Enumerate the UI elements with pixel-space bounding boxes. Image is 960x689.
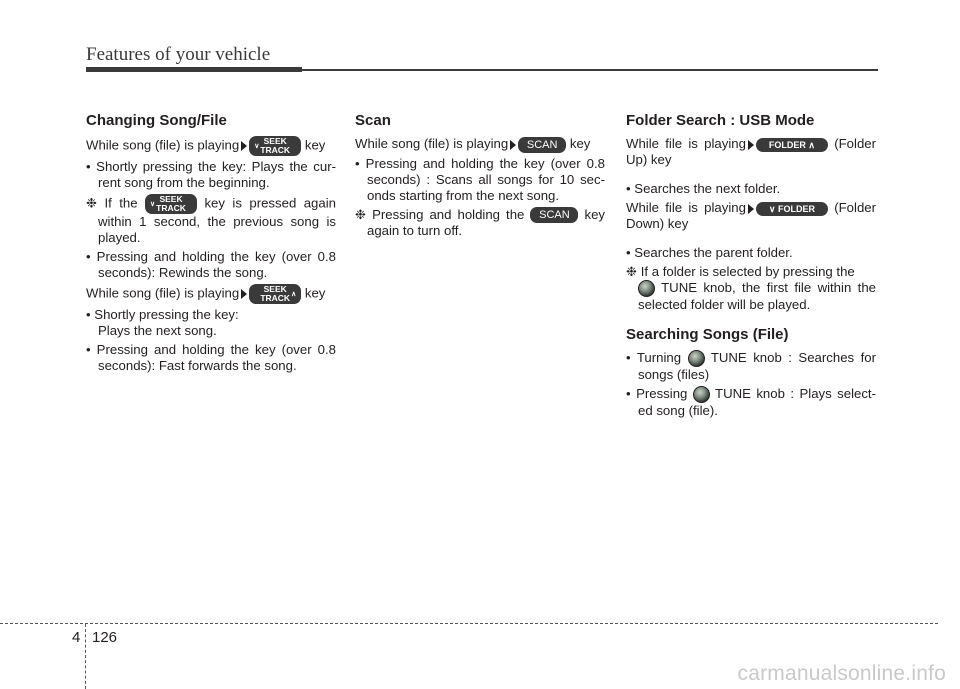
- section-heading-folder-search: Folder Search : USB Mode: [626, 112, 815, 129]
- paragraph: [86, 136, 336, 156]
- note-glyph-icon: ❉: [355, 206, 373, 222]
- section-heading-changing-song: Changing Song/File: [86, 112, 227, 129]
- text: While song (file) is playing: [86, 137, 240, 153]
- text: TUNE knob : Plays select- ed song (file).: [638, 386, 876, 419]
- list-item: [355, 156, 605, 204]
- text: Pressing and holding the key (over 0.8 seconds): Rewinds the song.: [96, 249, 337, 280]
- bullet-glyph: •: [86, 249, 97, 264]
- bullet-glyph: •: [626, 245, 635, 260]
- header-rule-thin: [302, 69, 878, 71]
- bullet-glyph: •: [355, 155, 366, 171]
- tune-knob-icon: [688, 350, 705, 367]
- text: key: [566, 136, 591, 151]
- text: Searches the parent folder.: [634, 245, 793, 260]
- text: key is pressed again within 1 second, the previous song is played.: [98, 195, 336, 245]
- section-heading-scan: Scan: [355, 112, 391, 129]
- chapter-number: 4: [72, 629, 81, 646]
- list-item: [626, 181, 876, 197]
- column-folder-search: [626, 112, 876, 422]
- bullet-glyph: •: [626, 386, 637, 402]
- text: Turning: [636, 350, 682, 366]
- paragraph: [86, 284, 336, 304]
- bullet-glyph: •: [86, 307, 95, 322]
- key-label: SEEK: [159, 194, 183, 204]
- text: key: [301, 137, 326, 153]
- spacer: [626, 316, 876, 326]
- chevron-up-icon: ∧: [808, 139, 816, 150]
- paragraph: [626, 136, 876, 168]
- tune-knob-icon: [693, 386, 710, 403]
- folder-down-key-icon: [756, 202, 828, 216]
- chevron-down-icon: ∨: [150, 201, 156, 208]
- spacer: [626, 171, 876, 181]
- section-heading-searching-songs: Searching Songs (File): [626, 326, 789, 344]
- key-label: TRACK: [260, 145, 291, 155]
- seek-track-down-key-icon: [249, 136, 301, 156]
- chevron-up-icon: ∧: [291, 291, 297, 298]
- note-glyph-icon: ❉: [86, 195, 105, 211]
- text: TUNE knob : Searches for songs (files): [638, 350, 876, 383]
- bullet-glyph: •: [626, 181, 635, 196]
- key-label: TRACK: [156, 203, 186, 213]
- bullet-glyph: •: [86, 159, 97, 174]
- list-item: [626, 350, 876, 383]
- text: If the: [104, 195, 138, 211]
- note-item: [86, 194, 336, 246]
- chevron-down-icon: ∨: [768, 203, 776, 214]
- paragraph: [355, 136, 605, 153]
- text: If a folder is selected by pressing the: [640, 264, 855, 279]
- list-item: [86, 159, 336, 191]
- scan-key-icon: SCAN: [530, 207, 578, 223]
- text: Pressing and holding the: [372, 206, 525, 222]
- column-changing-song: [86, 112, 336, 377]
- key-label: TRACK: [260, 293, 291, 303]
- header-rule-thick: [86, 67, 302, 72]
- chevron-down-icon: ∨: [254, 143, 260, 150]
- note-item: [626, 264, 876, 313]
- text: (Folder Up) key: [626, 136, 877, 167]
- key-label: SEEK: [263, 136, 287, 146]
- key-label: FOLDER: [778, 203, 816, 214]
- list-item: [86, 342, 336, 374]
- spacer: [626, 235, 876, 245]
- text: While file is playing: [626, 200, 746, 215]
- play-arrow-icon: [748, 204, 754, 214]
- paragraph: [626, 200, 876, 232]
- play-arrow-icon: [241, 141, 247, 151]
- list-item: [626, 245, 876, 261]
- tune-knob-icon: [638, 280, 655, 297]
- text: Pressing and holding the key (over 0.8 seconds) : Scans all songs for 10 sec- onds starting from the next song.: [365, 155, 606, 203]
- footer-divider: [0, 623, 938, 624]
- text: (Folder Down) key: [626, 200, 877, 231]
- list-item: [86, 307, 336, 339]
- play-arrow-icon: [748, 140, 754, 150]
- bullet-glyph: •: [86, 342, 97, 357]
- play-arrow-icon: [241, 289, 247, 299]
- footer-vertical-divider: [85, 624, 86, 689]
- play-arrow-icon: [510, 140, 516, 150]
- key-label: SEEK: [263, 284, 287, 294]
- text: Pressing: [636, 386, 688, 402]
- text: key: [301, 285, 326, 301]
- folder-up-key-icon: [756, 138, 828, 152]
- bullet-glyph: •: [626, 350, 637, 366]
- text: While song (file) is playing: [355, 136, 509, 151]
- text: TUNE knob, the first file within the selected folder will be played.: [638, 280, 876, 313]
- note-item: [355, 207, 605, 240]
- seek-track-up-key-icon: [249, 284, 301, 304]
- scan-key-icon: SCAN: [518, 137, 566, 153]
- text: key again to turn off.: [367, 206, 605, 239]
- key-label: FOLDER: [768, 139, 806, 150]
- note-glyph-icon: ❉: [626, 264, 641, 279]
- list-item: [626, 386, 876, 419]
- text: Pressing and holding the key (over 0.8 seconds): Fast forwards the song.: [96, 342, 337, 373]
- column-scan: [355, 112, 605, 242]
- text: While file is playing: [626, 136, 746, 151]
- text: While song (file) is playing: [86, 285, 240, 301]
- seek-track-down-key-icon: [145, 194, 197, 214]
- list-item: [86, 249, 336, 281]
- watermark: carmanualsonline.info: [737, 662, 946, 685]
- page-header-title: Features of your vehicle: [86, 44, 271, 65]
- page-number: 126: [92, 629, 118, 646]
- text: Shortly pressing the key:: [94, 307, 239, 322]
- text: Shortly pressing the key: Plays the cur- rent song from the beginning.: [96, 159, 337, 190]
- text: Searches the next folder.: [634, 181, 781, 196]
- text: Plays the next song.: [98, 323, 217, 338]
